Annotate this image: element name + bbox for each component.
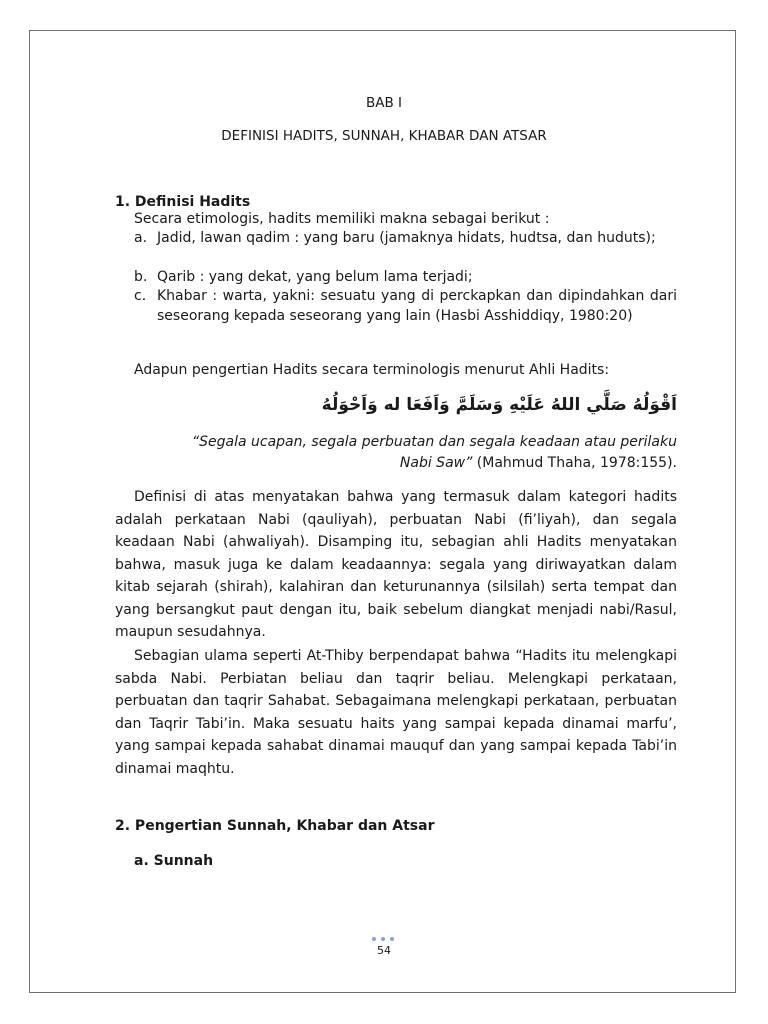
list-item	[134, 268, 677, 288]
list-item-text: Qarib : yang dekat, yang belum lama terjadi;	[157, 269, 473, 285]
list-marker: c.	[134, 288, 147, 304]
list-item-text: Jadid, lawan qadim : yang baru (jamaknya hidats, hudtsa, dan huduts);	[157, 230, 656, 246]
etymology-intro: Secara etimologis, hadits memiliki makna sebagai berikut :	[134, 211, 550, 227]
list-item-text: Khabar : warta, yakni: sesuatu yang di perckapkan dan dipindahkan dari seseorang kepada seseorang yang lain (Hasbi Asshiddiqy, 1980:20)	[157, 288, 677, 324]
quote-citation: (Mahmud Thaha, 1978:155).	[472, 455, 677, 471]
ornament-dot	[390, 937, 394, 941]
paragraph-at-thiby-opinion: Sebagian ulama seperti At-Thiby berpendapat bahwa “Hadits itu melengkapi sabda Nabi. Perbiatan beliau dan taqrir beliau. Melengkapi perkataan, perbuatan dan taqrir Sahabat. Sebagaimana melengkapi perkataan, perbuatan dan Taqrir Tabi’in. Maka sesuatu haits yang sampai kepada dinamai marfu’, yang sampai kepada sahabat dinamai mauquf dan yang sampai kepada Tabi’in dinamai maqhtu.	[115, 648, 677, 777]
list-item	[134, 229, 677, 249]
definition-quote	[134, 432, 677, 474]
section-heading-definisi-hadits: 1. Definisi Hadits	[115, 194, 251, 210]
list-marker: b.	[134, 269, 148, 285]
quote-line-1: “Segala ucapan, segala perbuatan dan segala keadaan atau perilaku	[191, 434, 677, 450]
quote-line-2: Nabi Saw”	[399, 455, 473, 471]
paragraph-definition-explanation: Definisi di atas menyatakan bahwa yang termasuk dalam kategori hadits adalah perkataan Nabi (qauliyah), perbuatan Nabi (fi’liyah), dan segala keadaan Nabi (ahwaliyah). Disamping itu, sebagian ahli Hadits menyatakan bahwa, masuk juga ke dalam keadaannya: segala yang diriwayatkan dalam kitab sejarah (shirah), kalahiran dan keturunannya (silsilah) serta tempat dan yang bersangkut paut dengan itu, baik sebelum diangkat menjadi nabi/Rasul, maupun sesudahnya.	[115, 489, 677, 640]
chapter-title: DEFINISI HADITS, SUNNAH, KHABAR DAN ATSAR	[221, 128, 547, 144]
chapter-label: BAB I	[365, 95, 403, 111]
ornament-dot	[381, 937, 385, 941]
ornament-dot	[372, 937, 376, 941]
page-ornament-dots	[370, 937, 398, 943]
subheading-sunnah: a. Sunnah	[134, 853, 214, 869]
page-number: 54	[377, 944, 391, 957]
arabic-definition: اَقْوَلُهُ صَلَّي اللهُ عَلَيْهِ وَسَلَمَّ وَاَفَعَا له وَاَحْوَلُهُ	[321, 395, 677, 415]
list-marker: a.	[134, 230, 148, 246]
section-heading-sunnah-khabar-atsar: 2. Pengertian Sunnah, Khabar dan Atsar	[115, 818, 435, 834]
list-item	[134, 287, 677, 326]
terminology-intro: Adapun pengertian Hadits secara terminologis menurut Ahli Hadits:	[134, 362, 610, 378]
